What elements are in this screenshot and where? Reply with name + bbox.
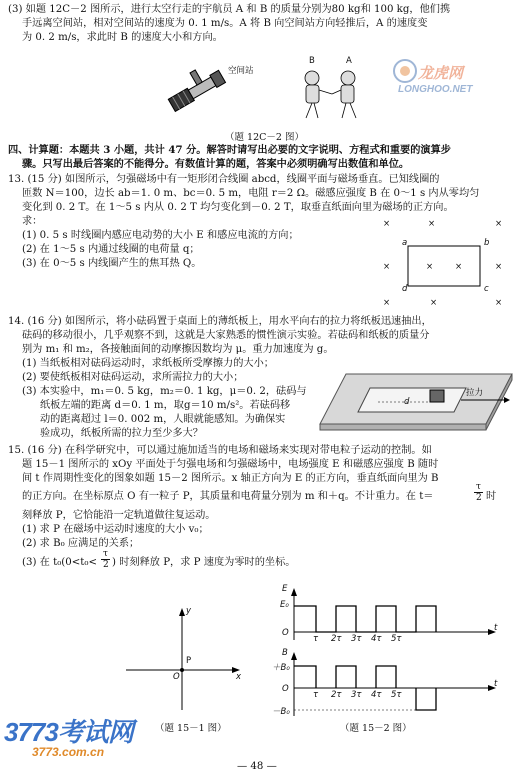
q13-sub3: (3) 在 0～5 s 内线圈产生的焦耳热 Q。 [22, 258, 202, 269]
q13-line1: 13. (15 分) 如图所示，匀强磁场中有一矩形闭合线圈 abcd，线圈平面与磁场垂直。已知线圈的 [8, 174, 440, 185]
coil-corner-a: a [402, 238, 408, 248]
coil-corner-d: d [402, 284, 408, 294]
figure-12c2-caption: （题 12C－2 图） [225, 132, 304, 143]
q14-sub3-line3: 动的距离超过 l＝0. 002 m，人眼就能感知。为确保实 [40, 414, 286, 425]
coil-corner-c: c [484, 284, 489, 294]
q15-line3: 间 t 作周期性变化的图象如题 15－2 图所示。x 轴正方向为 E 的正方向，垂直纸面向里为 B [22, 473, 439, 484]
fig15-2-origin-top: O [282, 628, 289, 638]
fig15-1-axes [122, 608, 242, 718]
fig15-2-e-axis-label: E [282, 584, 288, 594]
fig15-2-tick: 2τ [331, 690, 342, 700]
fig15-2-tick: 4τ [371, 690, 382, 700]
fig15-2-b-axis-label: B [282, 648, 288, 658]
fig15-2-tick: 3τ [351, 690, 362, 700]
cross-mark: × [430, 298, 438, 308]
q13-sub2: (2) 在 1～5 s 内通过线圈的电荷量 q； [22, 244, 200, 255]
fig15-2-t-label-bottom: t [494, 679, 498, 689]
fig15-1-particle-label: P [186, 656, 192, 666]
fig15-2-tick: 5τ [391, 634, 402, 644]
q14-sub1: (1) 当纸板相对砝码运动时，求纸板所受摩擦力的大小； [22, 358, 274, 369]
fig15-2-caption: （题 15－2 图） [340, 723, 412, 734]
longhoo-watermark-cn: 龙虎网 [418, 65, 464, 82]
cross-mark: × [426, 262, 434, 272]
fig15-2-tick: 5τ [391, 690, 402, 700]
fig15-1-caption: （题 15－1 图） [155, 723, 227, 734]
q15-sub1: (1) 求 P 在磁场中运动时速度的大小 v₀； [22, 524, 209, 535]
q14-line2: 砝码的移动很小，几乎观察不到，这就是大家熟悉的惯性演示实验。若砝码和纸板的质量分 [22, 330, 430, 341]
q12c3-line1: (3) 如题 12C－2 图所示，进行太空行走的宇航员 A 和 B 的质量分别为80 kg和 100 kg，他们携 [8, 4, 451, 15]
fig15-2-e0-label: E₀ [280, 600, 289, 610]
site-watermark-big: 3773考试网 [4, 717, 133, 747]
q15-sub3-frac-den: 2 [103, 560, 109, 570]
astronaut-b-label: B [309, 56, 315, 66]
q14-line3: 别为 m₁ 和 m₂，各接触面间的动摩擦因数均为 μ。重力加速度为 g。 [22, 344, 334, 355]
fig15-2-tick: 2τ [331, 634, 342, 644]
longhoo-watermark-en: LONGHOO.NET [398, 84, 473, 95]
q13-line3: 变化到 0. 2 T。在 1～5 s 内从 0. 2 T 均匀变化到－0. 2 T，取垂直纸面向里为磁场的正方向。 [22, 202, 454, 213]
q15-line4-frac-num: τ [476, 482, 481, 492]
q15-line4-end: 时 [486, 491, 497, 502]
q15-line2: 题 15－1 图所示的 xOy 平面处于匀强电场和匀强磁场中，电场强度 E 和磁感应强度 B 随时 [22, 459, 439, 470]
fig15-1-x-label: x [236, 672, 242, 682]
cross-mark: × [383, 298, 391, 308]
q15-line4-frac-den: 2 [476, 493, 482, 503]
section4-heading-line1: 四、计算题：本题共 3 小题，共计 47 分。解答时请写出必要的文字说明、方程式和重要的演算步 [8, 144, 451, 156]
coil-figure [380, 218, 510, 308]
cross-mark: × [455, 262, 463, 272]
station-label: 空间站 [228, 66, 254, 76]
cross-mark: × [383, 219, 391, 229]
fig15-2-tick: τ [313, 634, 319, 644]
section4-heading-line2: 骤。只写出最后答案的不能得分。有数值计算的题，答案中必须明确写出数值和单位。 [22, 158, 410, 170]
q15-sub2: (2) 求 B₀ 应满足的关系； [22, 538, 140, 549]
cross-mark: × [383, 262, 391, 272]
cross-mark: × [495, 298, 503, 308]
q15-line1: 15. (16 分) 在科学研究中，可以通过施加适当的电场和磁场来实现对带电粒子运动的控制。如 [8, 445, 432, 456]
fig15-2-tick: 3τ [351, 634, 362, 644]
astronauts-figure [298, 68, 368, 122]
q15-sub3-end: ) 时刻释放 P，求 P 速度为零时的坐标。 [112, 557, 296, 568]
q14-sub2: (2) 要使纸板相对砝码运动，求所需拉力的大小； [22, 372, 244, 383]
q13-line2: 匝数 N＝100，边长 ab＝1. 0 m、bc＝0. 5 m，电阻 r＝2 Ω。磁感应强度 B 在 0～1 s 内从零均匀 [22, 188, 480, 199]
fig15-2-tick: τ [313, 690, 319, 700]
cross-mark: × [428, 219, 436, 229]
coil-corner-b: b [484, 238, 490, 248]
q14-line1: 14. (16 分) 如图所示，将小砝码置于桌面上的薄纸板上，用水平向右的拉力将纸板迅速抽出， [8, 316, 432, 327]
fig15-2-tick: 4τ [371, 634, 382, 644]
site-watermark-url: 3773.com.cn [32, 745, 105, 759]
fig15-1-y-label: y [186, 606, 192, 616]
q15-line5: 刻释放 P，它恰能沿一定轨道做往复运动。 [22, 510, 216, 521]
fig15-2-b0-pos-label: ＋B₀ [272, 663, 290, 673]
astronaut-a-label: A [346, 56, 352, 66]
q15-sub3: (3) 在 t₀(0<t₀< [22, 557, 97, 568]
q15-line4: 的正方向。在坐标原点 O 有一粒子 P，其质量和电荷量分别为 m 和＋q。不计重力。在 t＝ [22, 491, 434, 502]
cross-mark: × [495, 262, 503, 272]
q14-sub3-line1: (3) 本实验中，m₁＝0. 5 kg，m₂＝0. 1 kg，μ＝0. 2，砝码与 [22, 386, 307, 397]
page-number: — 48 — [237, 761, 277, 772]
longhoo-logo [392, 58, 418, 84]
paper-pull-figure [318, 372, 513, 434]
cross-mark: × [495, 219, 503, 229]
q12c3-line3: 为 0. 2 m/s，求此时 B 的速度大小和方向。 [22, 32, 223, 43]
q14-sub3-line2: 纸板左端的距离 d＝0. 1 m，取g＝10 m/s²。若砝码移 [40, 400, 291, 411]
q13-line4: 求： [22, 216, 43, 227]
distance-d-label: d [404, 397, 410, 407]
fig15-2-origin-bottom: O [282, 684, 289, 694]
fig15-2-t-label-top: t [494, 623, 498, 633]
fig15-1-origin-label: O [173, 672, 180, 682]
pull-force-label: 拉力 [466, 388, 484, 398]
q14-sub3-line4: 验成功，纸板所需的拉力至少多大？ [40, 428, 203, 439]
fig15-2-b0-neg-label: －B₀ [272, 707, 290, 717]
space-station-figure [165, 52, 245, 124]
q13-sub1: (1) 0. 5 s 时线圈内感应电动势的大小 E 和感应电流的方向； [22, 230, 299, 241]
q12c3-line2: 手远离空间站，相对空间站的速度为 0. 1 m/s。A 将 B 向空间站方向轻推后，A 的速度变 [22, 18, 428, 29]
q15-sub3-frac-num: τ [103, 549, 108, 559]
